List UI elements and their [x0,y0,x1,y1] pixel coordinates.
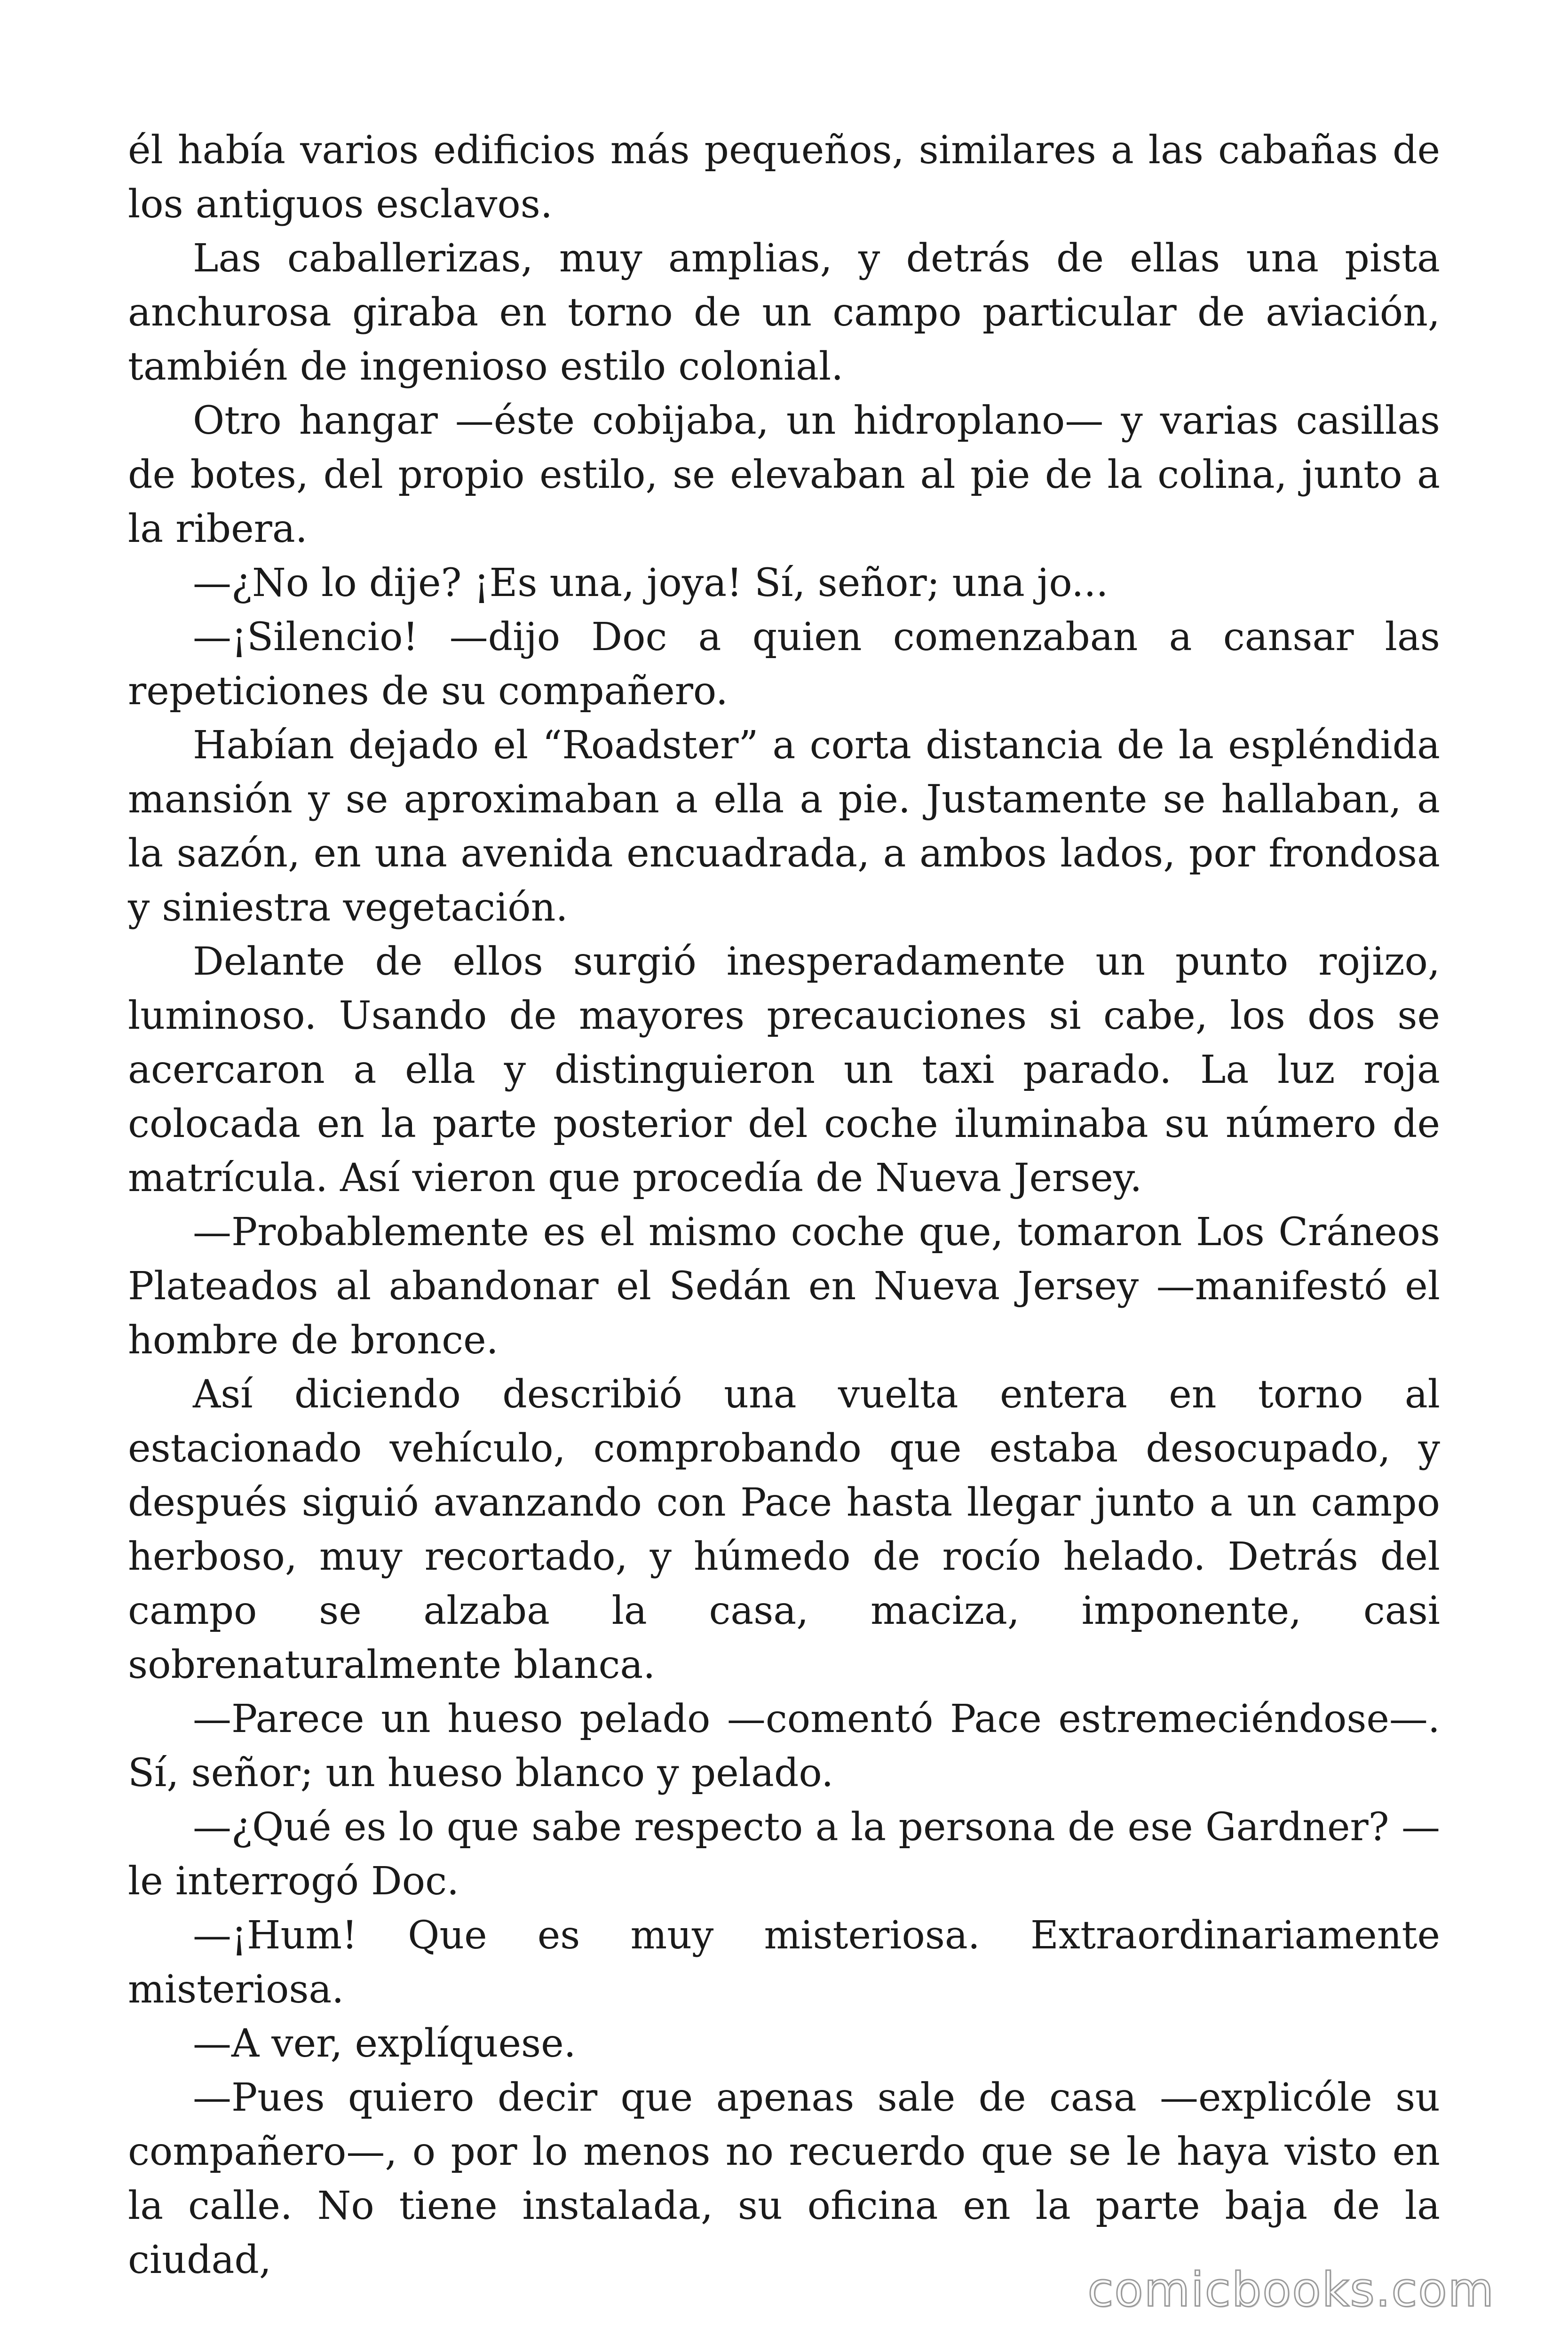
paragraph-2: Las caballerizas, muy amplias, y detrás de ellas una pista anchurosa giraba en torno de un campo particular de aviación, también de ingenioso estilo colonial. [128,236,1440,389]
paragraph-9: Así diciendo describió una vuelta entera en torno al estacionado vehículo, comprobando que estaba desocupado, y después siguió avanzando con Pace hasta llegar junto a un campo herboso, muy recortado, y húmedo de rocío helado. Detrás del campo se alzaba la casa, maciza, imponente, casi sobrenaturalmente blanca. [128,1372,1440,1687]
paragraph-3: Otro hangar —éste cobijaba, un hidroplano— y varias casillas de botes, del propio estilo, se elevaban al pie de la colina, junto a la ribera. [128,398,1440,551]
watermark: comicbooks.com [1087,2262,1495,2317]
page-text [128,123,1440,2282]
paragraph-11: —¿Qué es lo que sabe respecto a la persona de ese Gardner? —le interrogó Doc. [128,1805,1440,1904]
paragraph-7: Delante de ellos surgió inesperadamente un punto rojizo, luminoso. Usando de mayores precauciones si cabe, los dos se acercaron a ella y distinguieron un taxi parado. La luz roja colocada en la parte posterior del coche iluminaba su número de matrícula. Así vieron que procedía de Nueva Jersey. [128,939,1440,1200]
paragraph-8: —Probablemente es el mismo coche que, tomaron Los Cráneos Plateados al abandonar el Sedán en Nueva Jersey —manifestó el hombre de bronce. [128,1210,1440,1363]
paragraph-6: Habían dejado el “Roadster” a corta distancia de la espléndida mansión y se aproximaban a ella a pie. Justamente se hallaban, a la sazón, en una avenida encuadrada, a ambos lados, por frondosa y siniestra vegetación. [128,723,1440,930]
paragraph-1: él había varios edificios más pequeños, similares a las cabañas de los antiguos esclavos. [128,128,1440,227]
paragraph-4: —¿No lo dije? ¡Es una, joya! Sí, señor; una jo... [193,561,1109,605]
paragraph-5: —¡Silencio! —dijo Doc a quien comenzaban a cansar las repeticiones de su compañero. [128,615,1440,714]
paragraph-13: —A ver, explíquese. [193,2021,576,2066]
paragraph-10: —Parece un hueso pelado —comentó Pace estremeciéndose—. Sí, señor; un hueso blanco y pelado. [128,1697,1440,1796]
paragraph-12: —¡Hum! Que es muy misteriosa. Extraordinariamente misteriosa. [128,1913,1440,2012]
paragraph-14: —Pues quiero decir que apenas sale de casa —explicóle su compañero—, o por lo menos no recuerdo que se le haya visto en la calle. No tiene instalada, su oficina en la parte baja de la ciudad, [128,2075,1440,2282]
